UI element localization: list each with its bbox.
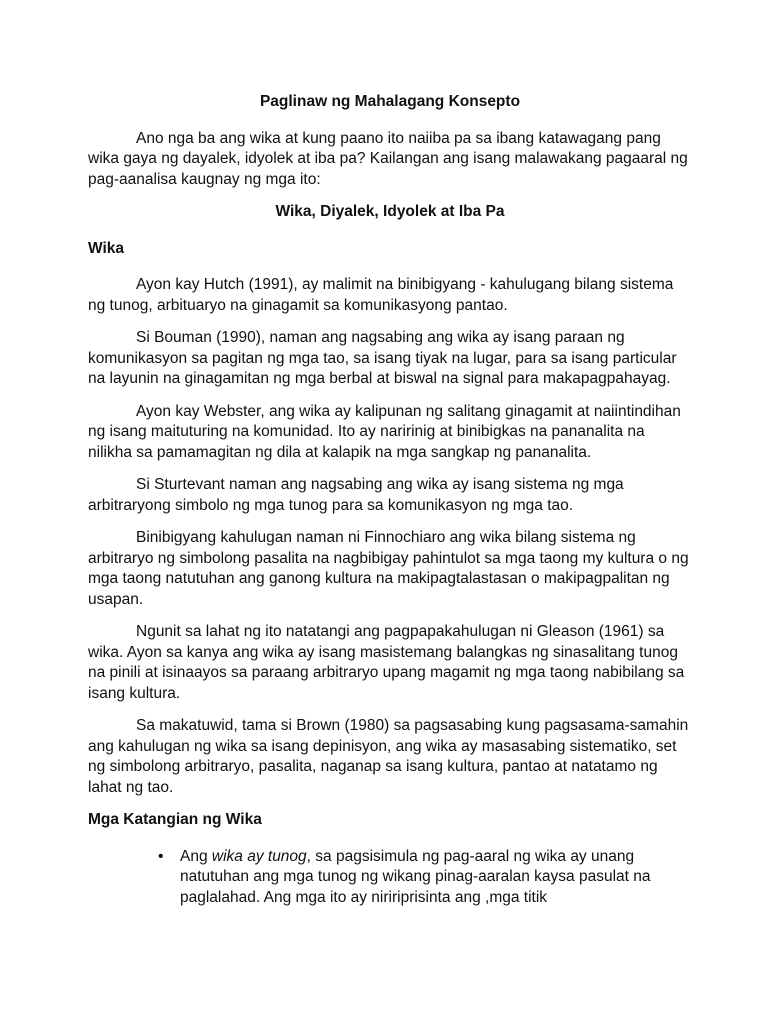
intro-paragraph: Ano nga ba ang wika at kung paano ito naiiba pa sa ibang katawagang pang wika gaya ng dayalek, idyolek at iba pa? Kailangan ang isang malawakang pagaaral ng pag-aanalisa kaugnay ng mga ito: (88, 129, 688, 188)
paragraph: Sa makatuwid, tama si Brown (1980) sa pagsasabing kung pagsasama-samahin ang kahulugan ng wika sa isang depinisyon, ang wika ay masasabing sistematiko, set ng simbolong arbitraryo, pasalita, naganap sa isang kultura, pantao at natatamo ng lahat ng tao. (88, 717, 689, 796)
paragraph: Si Bouman (1990), naman ang nagsabing ang wika ay isang paraan ng komunikasyon sa pagitan ng mga tao, sa isang tiyak na lugar, para sa isang particular na layunin na ginagamitan ng mga berbal at biswal na signal para makapagpahayag. (88, 329, 677, 387)
paragraph: Ayon kay Hutch (1991), ay malimit na binibigyang - kahulugang bilang sistema ng tunog, arbituaryo na ginagamit sa komunikasyong pantao. (88, 276, 674, 314)
section-heading-katangian: Mga Katangian ng Wika (88, 811, 262, 828)
bullet-body-text: , sa pagsisimula ng pag-aaral ng wika ay unang natutuhan ang mga tunog ng wikang pinag-aaralan kaysa pasulat na paglalahad. Ang mga ito ay niririprisinta ang ,mga titik (180, 847, 651, 906)
bullet-icon: • (158, 847, 164, 865)
paragraph: Ayon kay Webster, ang wika ay kalipunan ng salitang ginagamit at naiintindihan ng isang maituturing na komunidad. Ito ay naririnig at binibigkas na pananalita na nilikha sa pamamagitan ng dila at kalapik na mga sangkap ng pananalita. (88, 402, 681, 461)
bullet-emphasis-text: wika ay tunog (211, 847, 307, 865)
paragraph: Ngunit sa lahat ng ito natatangi ang pagpapakahulugan ni Gleason (1961) sa wika. Ayon sa kanya ang wika ay isang masistemang balangkas ng sinasalitang tunog na pinili at isinaayos sa paraang arbitraryo upang magamit ng mga taong nabibilang sa isang kultura. (88, 623, 685, 702)
paragraph: Binibigyang kahulugan naman ni Finnochiaro ang wika bilang sistema ng arbitraryo ng simbolong pasalita na nagbibigay pahintulot sa mga taong my kultura o ng mga taong natutuhan ang ganong kultura na makipagtalastasan o makipagpalitan ng usapan. (88, 529, 689, 608)
document-title: Paglinaw ng Mahalagang Konsepto (259, 93, 521, 110)
bullet-lead-text: Ang (180, 847, 212, 865)
section-subtitle: Wika, Diyalek, Idyolek at Iba Pa (275, 203, 505, 220)
characteristics-list (88, 847, 692, 909)
document-page (88, 92, 692, 908)
list-item (88, 847, 692, 909)
section-heading-wika: Wika (88, 239, 125, 257)
paragraph: Si Sturtevant naman ang nagsabing ang wika ay isang sistema ng mga arbitraryong simbolo ng mga tunog para sa komunikasyon ng mga tao. (88, 476, 624, 514)
